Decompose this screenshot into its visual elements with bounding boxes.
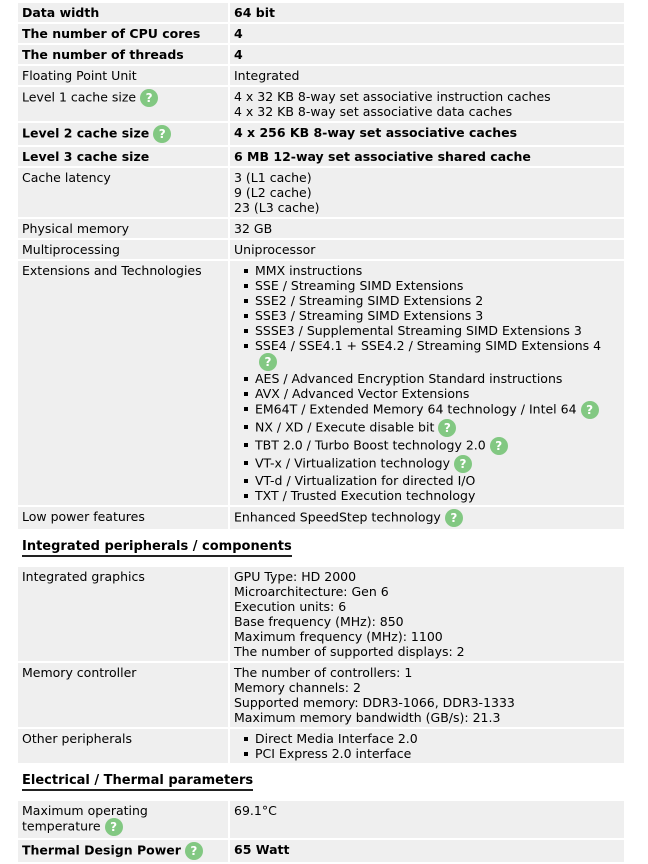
other-peripherals-list [234, 731, 620, 761]
help-icon[interactable]: ? [105, 818, 123, 836]
l2-cache-cell [18, 123, 228, 145]
list-item [244, 746, 620, 761]
row-extensions [18, 261, 624, 505]
data-width-label: Data width [18, 3, 228, 22]
spec-table-main [18, 1, 624, 531]
list-item [244, 455, 620, 473]
latency-l2: 9 (L2 cache) [234, 185, 312, 200]
list-item [244, 386, 620, 401]
physical-memory-label: Physical memory [18, 219, 228, 238]
ext-ssse3: SSSE3 / Supplemental Streaming SIMD Extensions 3 [255, 323, 582, 338]
ext-txt: TXT / Trusted Execution technology [255, 488, 476, 503]
help-icon[interactable]: ? [140, 89, 158, 107]
ext-sse: SSE / Streaming SIMD Extensions [255, 278, 464, 293]
memctl-supported: Supported memory: DDR3-1066, DDR3-1333 [234, 695, 515, 710]
threads-label: The number of threads [18, 45, 228, 64]
list-item [244, 401, 620, 419]
l1-cache-cell [18, 87, 228, 121]
tdp-cell [18, 840, 228, 862]
row-l1-cache [18, 87, 624, 121]
graphics-value [228, 567, 624, 661]
help-icon[interactable]: ? [185, 842, 203, 860]
list-item [244, 419, 620, 437]
gpu-max-frequency: Maximum frequency (MHz): 1100 [234, 629, 443, 644]
cpu-cores-label: The number of CPU cores [18, 24, 228, 43]
latency-l3: 23 (L3 cache) [234, 200, 320, 215]
other-peripherals-label: Other peripherals [18, 729, 228, 763]
l1-cache-value [228, 87, 624, 121]
help-icon[interactable]: ? [438, 419, 456, 437]
spec-table-electrical [18, 799, 624, 864]
help-icon[interactable]: ? [153, 125, 171, 143]
ext-em64t: EM64T / Extended Memory 64 technology / Intel 64 [255, 401, 577, 417]
max-temp-cell [18, 801, 228, 838]
memory-controller-label: Memory controller [18, 663, 228, 727]
row-l3-cache [18, 147, 624, 166]
ext-avx: AVX / Advanced Vector Extensions [255, 386, 470, 401]
list-item [244, 323, 620, 338]
spec-sheet [18, 0, 620, 864]
row-fpu [18, 66, 624, 85]
electrical-section [18, 765, 620, 799]
list-item [244, 308, 620, 323]
cache-latency-value [228, 168, 624, 217]
row-cpu-cores [18, 24, 624, 43]
peripherals-section [18, 531, 620, 565]
row-max-temperature [18, 801, 624, 838]
max-temp-label-line2: temperature [22, 818, 101, 834]
row-tdp [18, 840, 624, 862]
list-item [244, 293, 620, 308]
list-item [244, 731, 620, 746]
row-memory-controller [18, 663, 624, 727]
ext-sse2: SSE2 / Streaming SIMD Extensions 2 [255, 293, 484, 308]
extensions-label: Extensions and Technologies [18, 261, 228, 505]
row-integrated-graphics [18, 567, 624, 661]
l1-cache-label: Level 1 cache size [22, 89, 137, 105]
multiprocessing-value: Uniprocessor [228, 240, 624, 259]
memory-controller-value [228, 663, 624, 727]
low-power-value: Enhanced SpeedStep technology [234, 509, 441, 525]
list-item [244, 488, 620, 503]
help-icon[interactable]: ? [490, 437, 508, 455]
gpu-type: GPU Type: HD 2000 [234, 569, 357, 584]
l3-cache-value: 6 MB 12-way set associative shared cache [228, 147, 624, 166]
max-temp-label-line1: Maximum operating [22, 803, 148, 818]
extensions-list [234, 263, 620, 503]
list-item [244, 263, 620, 278]
ext-mmx: MMX instructions [255, 263, 363, 278]
fpu-label: Floating Point Unit [18, 66, 228, 85]
list-item [244, 338, 620, 371]
l2-cache-value: 4 x 256 KB 8-way set associative caches [228, 123, 624, 145]
graphics-label: Integrated graphics [18, 567, 228, 661]
row-other-peripherals [18, 729, 624, 763]
row-threads [18, 45, 624, 64]
data-width-value: 64 bit [228, 3, 624, 22]
extensions-value [228, 261, 624, 505]
row-cache-latency [18, 168, 624, 217]
row-physical-memory [18, 219, 624, 238]
gpu-displays: The number of supported displays: 2 [234, 644, 465, 659]
memctl-controllers: The number of controllers: 1 [234, 665, 413, 680]
l3-cache-label: Level 3 cache size [18, 147, 228, 166]
latency-l1: 3 (L1 cache) [234, 170, 312, 185]
ext-nx: NX / XD / Execute disable bit [255, 419, 435, 435]
spec-table-peripherals [18, 565, 624, 765]
cache-latency-label: Cache latency [18, 168, 228, 217]
row-data-width [18, 3, 624, 22]
gpu-microarchitecture: Microarchitecture: Gen 6 [234, 584, 389, 599]
physical-memory-value: 32 GB [228, 219, 624, 238]
list-item [244, 278, 620, 293]
ext-sse4: SSE4 / SSE4.1 + SSE4.2 / Streaming SIMD Extensions 4 [255, 338, 602, 353]
l1-data-cache: 4 x 32 KB 8-way set associative data caches [234, 104, 513, 119]
ext-sse3: SSE3 / Streaming SIMD Extensions 3 [255, 308, 484, 323]
electrical-heading: Electrical / Thermal parameters [22, 773, 253, 791]
list-item [244, 437, 620, 455]
help-icon[interactable]: ? [259, 353, 277, 371]
peripherals-heading: Integrated peripherals / components [22, 539, 292, 557]
low-power-label: Low power features [18, 507, 228, 529]
fpu-value: Integrated [228, 66, 624, 85]
dmi: Direct Media Interface 2.0 [255, 731, 418, 746]
multiprocessing-label: Multiprocessing [18, 240, 228, 259]
memctl-channels: Memory channels: 2 [234, 680, 361, 695]
memctl-bandwidth: Maximum memory bandwidth (GB/s): 21.3 [234, 710, 501, 725]
tdp-label: Thermal Design Power [22, 842, 181, 858]
gpu-base-frequency: Base frequency (MHz): 850 [234, 614, 404, 629]
cpu-cores-value: 4 [228, 24, 624, 43]
row-l2-cache [18, 123, 624, 145]
l2-cache-label: Level 2 cache size [22, 125, 150, 141]
list-item [244, 371, 620, 386]
l1-instruction-cache: 4 x 32 KB 8-way set associative instruction caches [234, 89, 551, 104]
ext-tbt: TBT 2.0 / Turbo Boost technology 2.0 [255, 437, 486, 453]
threads-value: 4 [228, 45, 624, 64]
ext-aes: AES / Advanced Encryption Standard instructions [255, 371, 563, 386]
tdp-value: 65 Watt [228, 840, 624, 862]
list-item [244, 473, 620, 488]
other-peripherals-value [228, 729, 624, 763]
help-icon[interactable]: ? [445, 509, 463, 527]
max-temp-value: 69.1°C [228, 801, 624, 838]
help-icon[interactable]: ? [454, 455, 472, 473]
ext-vtd: VT-d / Virtualization for directed I/O [255, 473, 476, 488]
help-icon[interactable]: ? [581, 401, 599, 419]
row-low-power [18, 507, 624, 529]
low-power-cell [228, 507, 624, 529]
row-multiprocessing [18, 240, 624, 259]
ext-vtx: VT-x / Virtualization technology [255, 455, 450, 471]
gpu-execution-units: Execution units: 6 [234, 599, 347, 614]
pcie: PCI Express 2.0 interface [255, 746, 412, 761]
